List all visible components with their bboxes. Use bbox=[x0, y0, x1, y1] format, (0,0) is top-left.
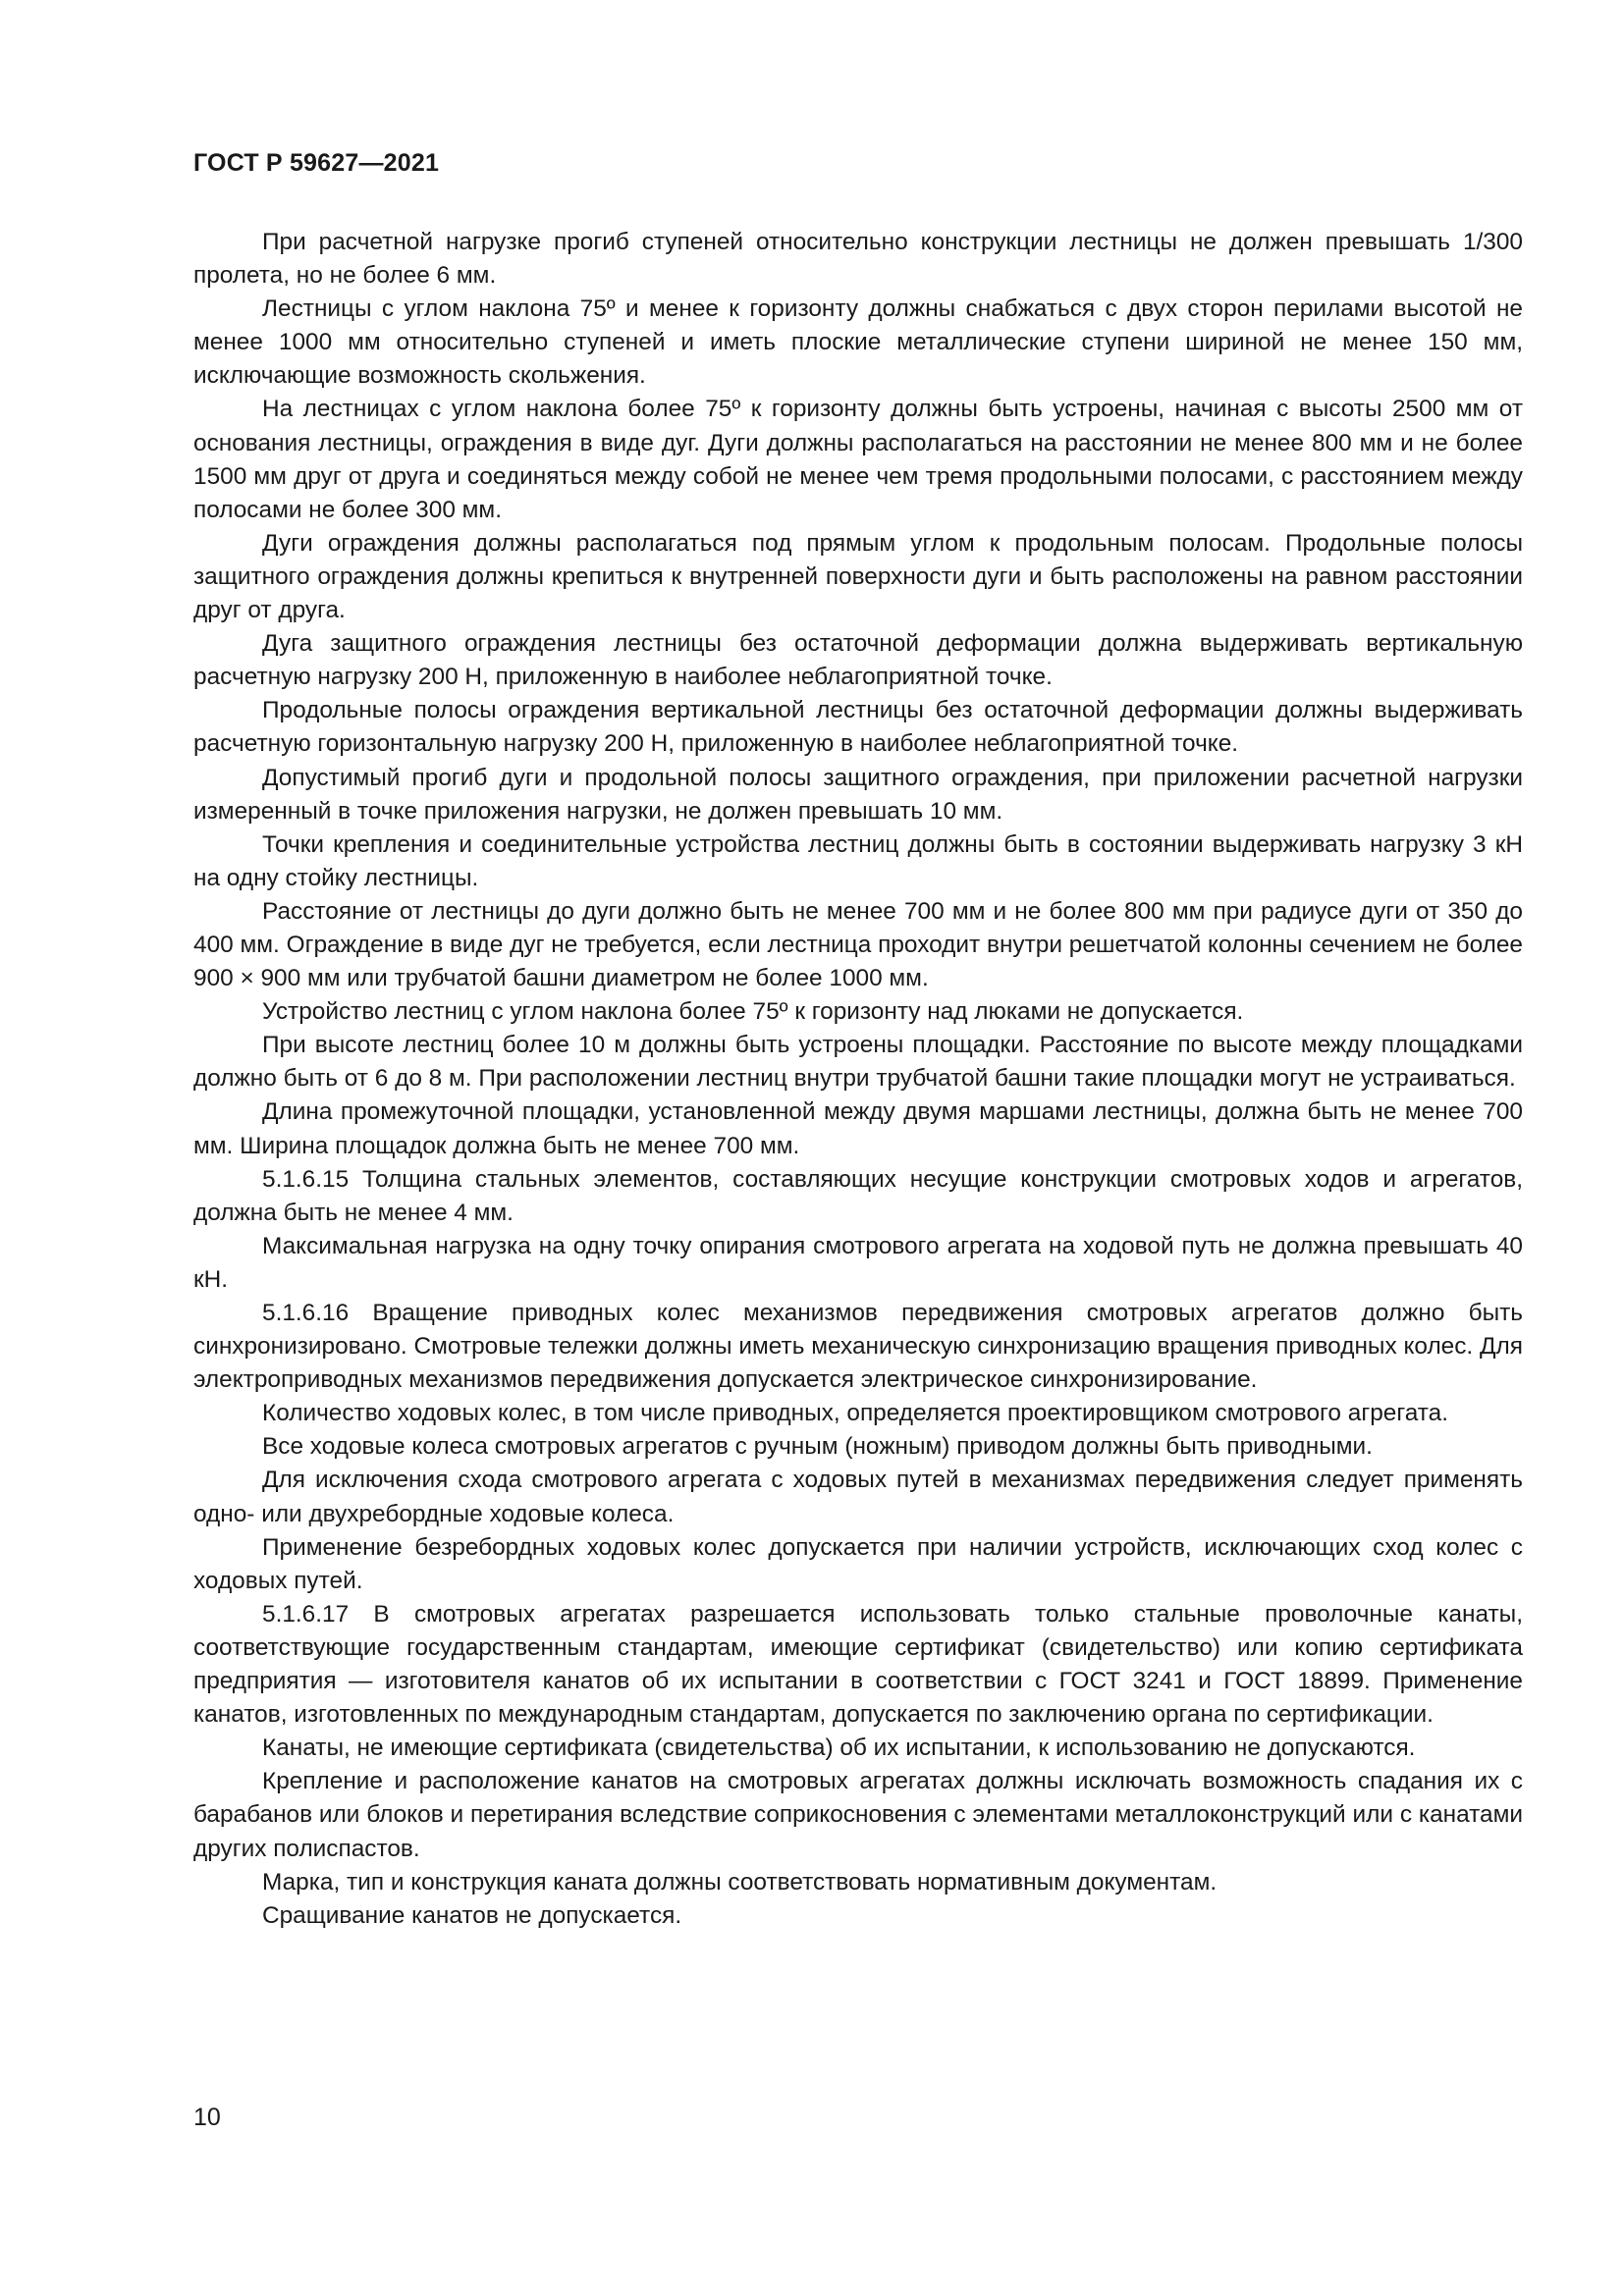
paragraph: 5.1.6.15 Толщина стальных элементов, составляющих несущие конструкции смотровых ходов и агрегатов, должна быть не менее 4 мм. bbox=[193, 1165, 1523, 1226]
paragraph: Дуга защитного ограждения лестницы без остаточной деформации должна выдерживать вертикальную расчетную нагрузку 200 Н, приложенную в наиболее неблагоприятной точке. bbox=[193, 630, 1523, 691]
paragraph: 5.1.6.17 В смотровых агрегатах разрешается использовать только стальные проволочные канаты, соответствующие государственным стандартам, имеющие сертификат (свидетельство) или копию сертификата предприятия — изготовителя канатов об их испытании в соответствии с ГОСТ 3241 и ГОСТ 18899. Применение канатов, изготовленных по международным стандартам, допускается по заключению органа по сертификации. bbox=[193, 1600, 1523, 1729]
paragraph: Продольные полосы ограждения вертикальной лестницы без остаточной деформации должны выдерживать расчетную горизонтальную нагрузку 200 Н, приложенную в наиболее неблагоприятной точке. bbox=[193, 697, 1523, 758]
paragraph: Расстояние от лестницы до дуги должно быть не менее 700 мм и не более 800 мм при радиусе дуги от 350 до 400 мм. Ограждение в виде дуг не требуется, если лестница проходит внутри решетчатой колонны сечением не более 900 × 900 мм или трубчатой башни диаметром не более 1000 мм. bbox=[193, 897, 1523, 992]
paragraph: При высоте лестниц более 10 м должны быть устроены площадки. Расстояние по высоте между площадками должно быть от 6 до 8 м. При расположении лестниц внутри трубчатой башни такие площадки могут не устраиваться. bbox=[193, 1032, 1523, 1093]
paragraph: 5.1.6.16 Вращение приводных колес механизмов передвижения смотровых агрегатов должно быть синхронизировано. Смотровые тележки должны иметь механическую синхронизацию вращения приводных колес. Для электроприводных механизмов передвижения допускается электрическое синхронизирование. bbox=[193, 1300, 1523, 1394]
paragraph: Применение безребордных ходовых колес допускается при наличии устройств, исключающих сход колес с ходовых путей. bbox=[193, 1533, 1523, 1594]
paragraph: Все ходовые колеса смотровых агрегатов с ручным (ножным) приводом должны быть приводными. bbox=[262, 1433, 1373, 1461]
paragraph: Устройство лестниц с углом наклона более 75º к горизонту над люками не допускается. bbox=[262, 998, 1244, 1026]
page-number: 10 bbox=[193, 2104, 221, 2131]
paragraph: Сращивание канатов не допускается. bbox=[262, 1901, 682, 1929]
paragraph: Марка, тип и конструкция каната должны соответствовать нормативным документам. bbox=[262, 1868, 1218, 1896]
paragraph: Канаты, не имеющие сертификата (свидетельства) об их испытании, к использованию не допускаются. bbox=[262, 1735, 1416, 1762]
paragraph: Лестницы с углом наклона 75º и менее к горизонту должны снабжаться с двух сторон перилами высотой не менее 1000 мм относительно ступеней и иметь плоские металлические ступени шириной не менее 150 мм, исключающие возможность скольжения. bbox=[193, 295, 1523, 390]
paragraph: На лестницах с углом наклона более 75º к горизонту должны быть устроены, начиная с высоты 2500 мм от основания лестницы, ограждения в виде дуг. Дуги должны располагаться на расстоянии не менее 800 мм и не более 1500 мм друг от друга и соединяться между собой не менее чем тремя продольными полосами, с расстоянием между полосами не более 300 мм. bbox=[193, 396, 1523, 523]
paragraph: Максимальная нагрузка на одну точку опирания смотрового агрегата на ходовой путь не должна превышать 40 кН. bbox=[193, 1232, 1523, 1293]
paragraph: Для исключения схода смотрового агрегата с ходовых путей в механизмах передвижения следует применять одно- или двухребордные ходовые колеса. bbox=[193, 1467, 1523, 1527]
document-body bbox=[193, 226, 1523, 1933]
paragraph: При расчетной нагрузке прогиб ступеней относительно конструкции лестницы не должен превышать 1/300 пролета, но не более 6 мм. bbox=[193, 229, 1523, 290]
paragraph: Длина промежуточной площадки, установленной между двумя маршами лестницы, должна быть не менее 700 мм. Ширина площадок должна быть не менее 700 мм. bbox=[193, 1098, 1523, 1159]
paragraph: Количество ходовых колес, в том числе приводных, определяется проектировщиком смотрового агрегата. bbox=[262, 1400, 1448, 1427]
page-header: ГОСТ Р 59627—2021 bbox=[193, 149, 440, 177]
paragraph: Крепление и расположение канатов на смотровых агрегатах должны исключать возможность спадания их с барабанов или блоков и перетирания вследствие соприкосновения с элементами металлоконструкций или с канатами других полиспастов. bbox=[193, 1768, 1523, 1862]
paragraph: Допустимый прогиб дуги и продольной полосы защитного ограждения, при приложении расчетной нагрузки измеренный в точке приложения нагрузки, не должен превышать 10 мм. bbox=[193, 764, 1523, 825]
paragraph: Точки крепления и соединительные устройства лестниц должны быть в состоянии выдерживать нагрузку 3 кН на одну стойку лестницы. bbox=[193, 830, 1523, 891]
paragraph: Дуги ограждения должны располагаться под прямым углом к продольным полосам. Продольные полосы защитного ограждения должны крепиться к внутренней поверхности дуги и быть расположены на равном расстоянии друг от друга. bbox=[193, 529, 1523, 624]
